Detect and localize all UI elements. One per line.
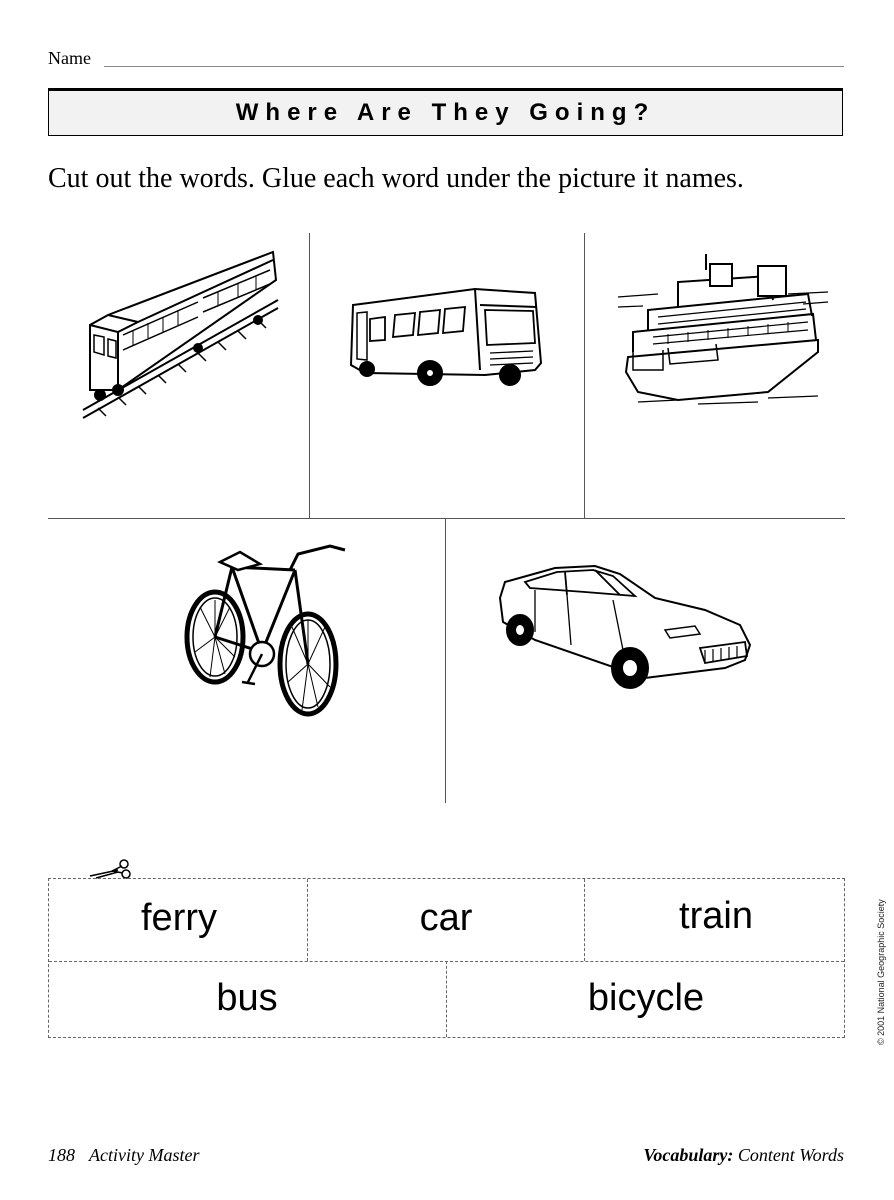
word-card-bus: bus bbox=[216, 977, 278, 1019]
bicycle-icon bbox=[180, 542, 350, 727]
cut-line bbox=[584, 879, 585, 961]
page-number: 188 bbox=[48, 1145, 75, 1165]
title-box bbox=[48, 88, 843, 136]
ferry-icon bbox=[618, 252, 828, 412]
name-label: Name bbox=[48, 48, 91, 68]
subcategory-label: Content Words bbox=[737, 1145, 844, 1165]
copyright: © 2001 National Geographic Society bbox=[876, 899, 886, 1045]
section-label: Activity Master bbox=[89, 1145, 200, 1165]
footer-left bbox=[48, 1145, 199, 1166]
word-cards bbox=[48, 878, 845, 1038]
train-icon bbox=[78, 240, 283, 420]
grid-divider bbox=[445, 518, 446, 803]
word-card-bicycle: bicycle bbox=[587, 977, 705, 1019]
bus-icon bbox=[345, 285, 550, 390]
instructions: Cut out the words. Glue each word under the picture it names. bbox=[48, 163, 744, 194]
footer-right bbox=[643, 1145, 844, 1166]
word-card-ferry: ferry bbox=[141, 897, 217, 939]
word-card-car: car bbox=[419, 897, 473, 939]
word-card-train: train bbox=[679, 895, 753, 937]
car-icon bbox=[495, 560, 755, 695]
grid-divider bbox=[584, 233, 585, 518]
cut-line bbox=[307, 879, 308, 961]
name-line bbox=[104, 66, 844, 67]
grid-divider bbox=[309, 233, 310, 518]
grid-divider bbox=[48, 518, 845, 519]
category-label: Vocabulary: bbox=[643, 1145, 734, 1165]
page-title: Where Are They Going? bbox=[235, 99, 656, 126]
cut-line bbox=[446, 961, 447, 1037]
